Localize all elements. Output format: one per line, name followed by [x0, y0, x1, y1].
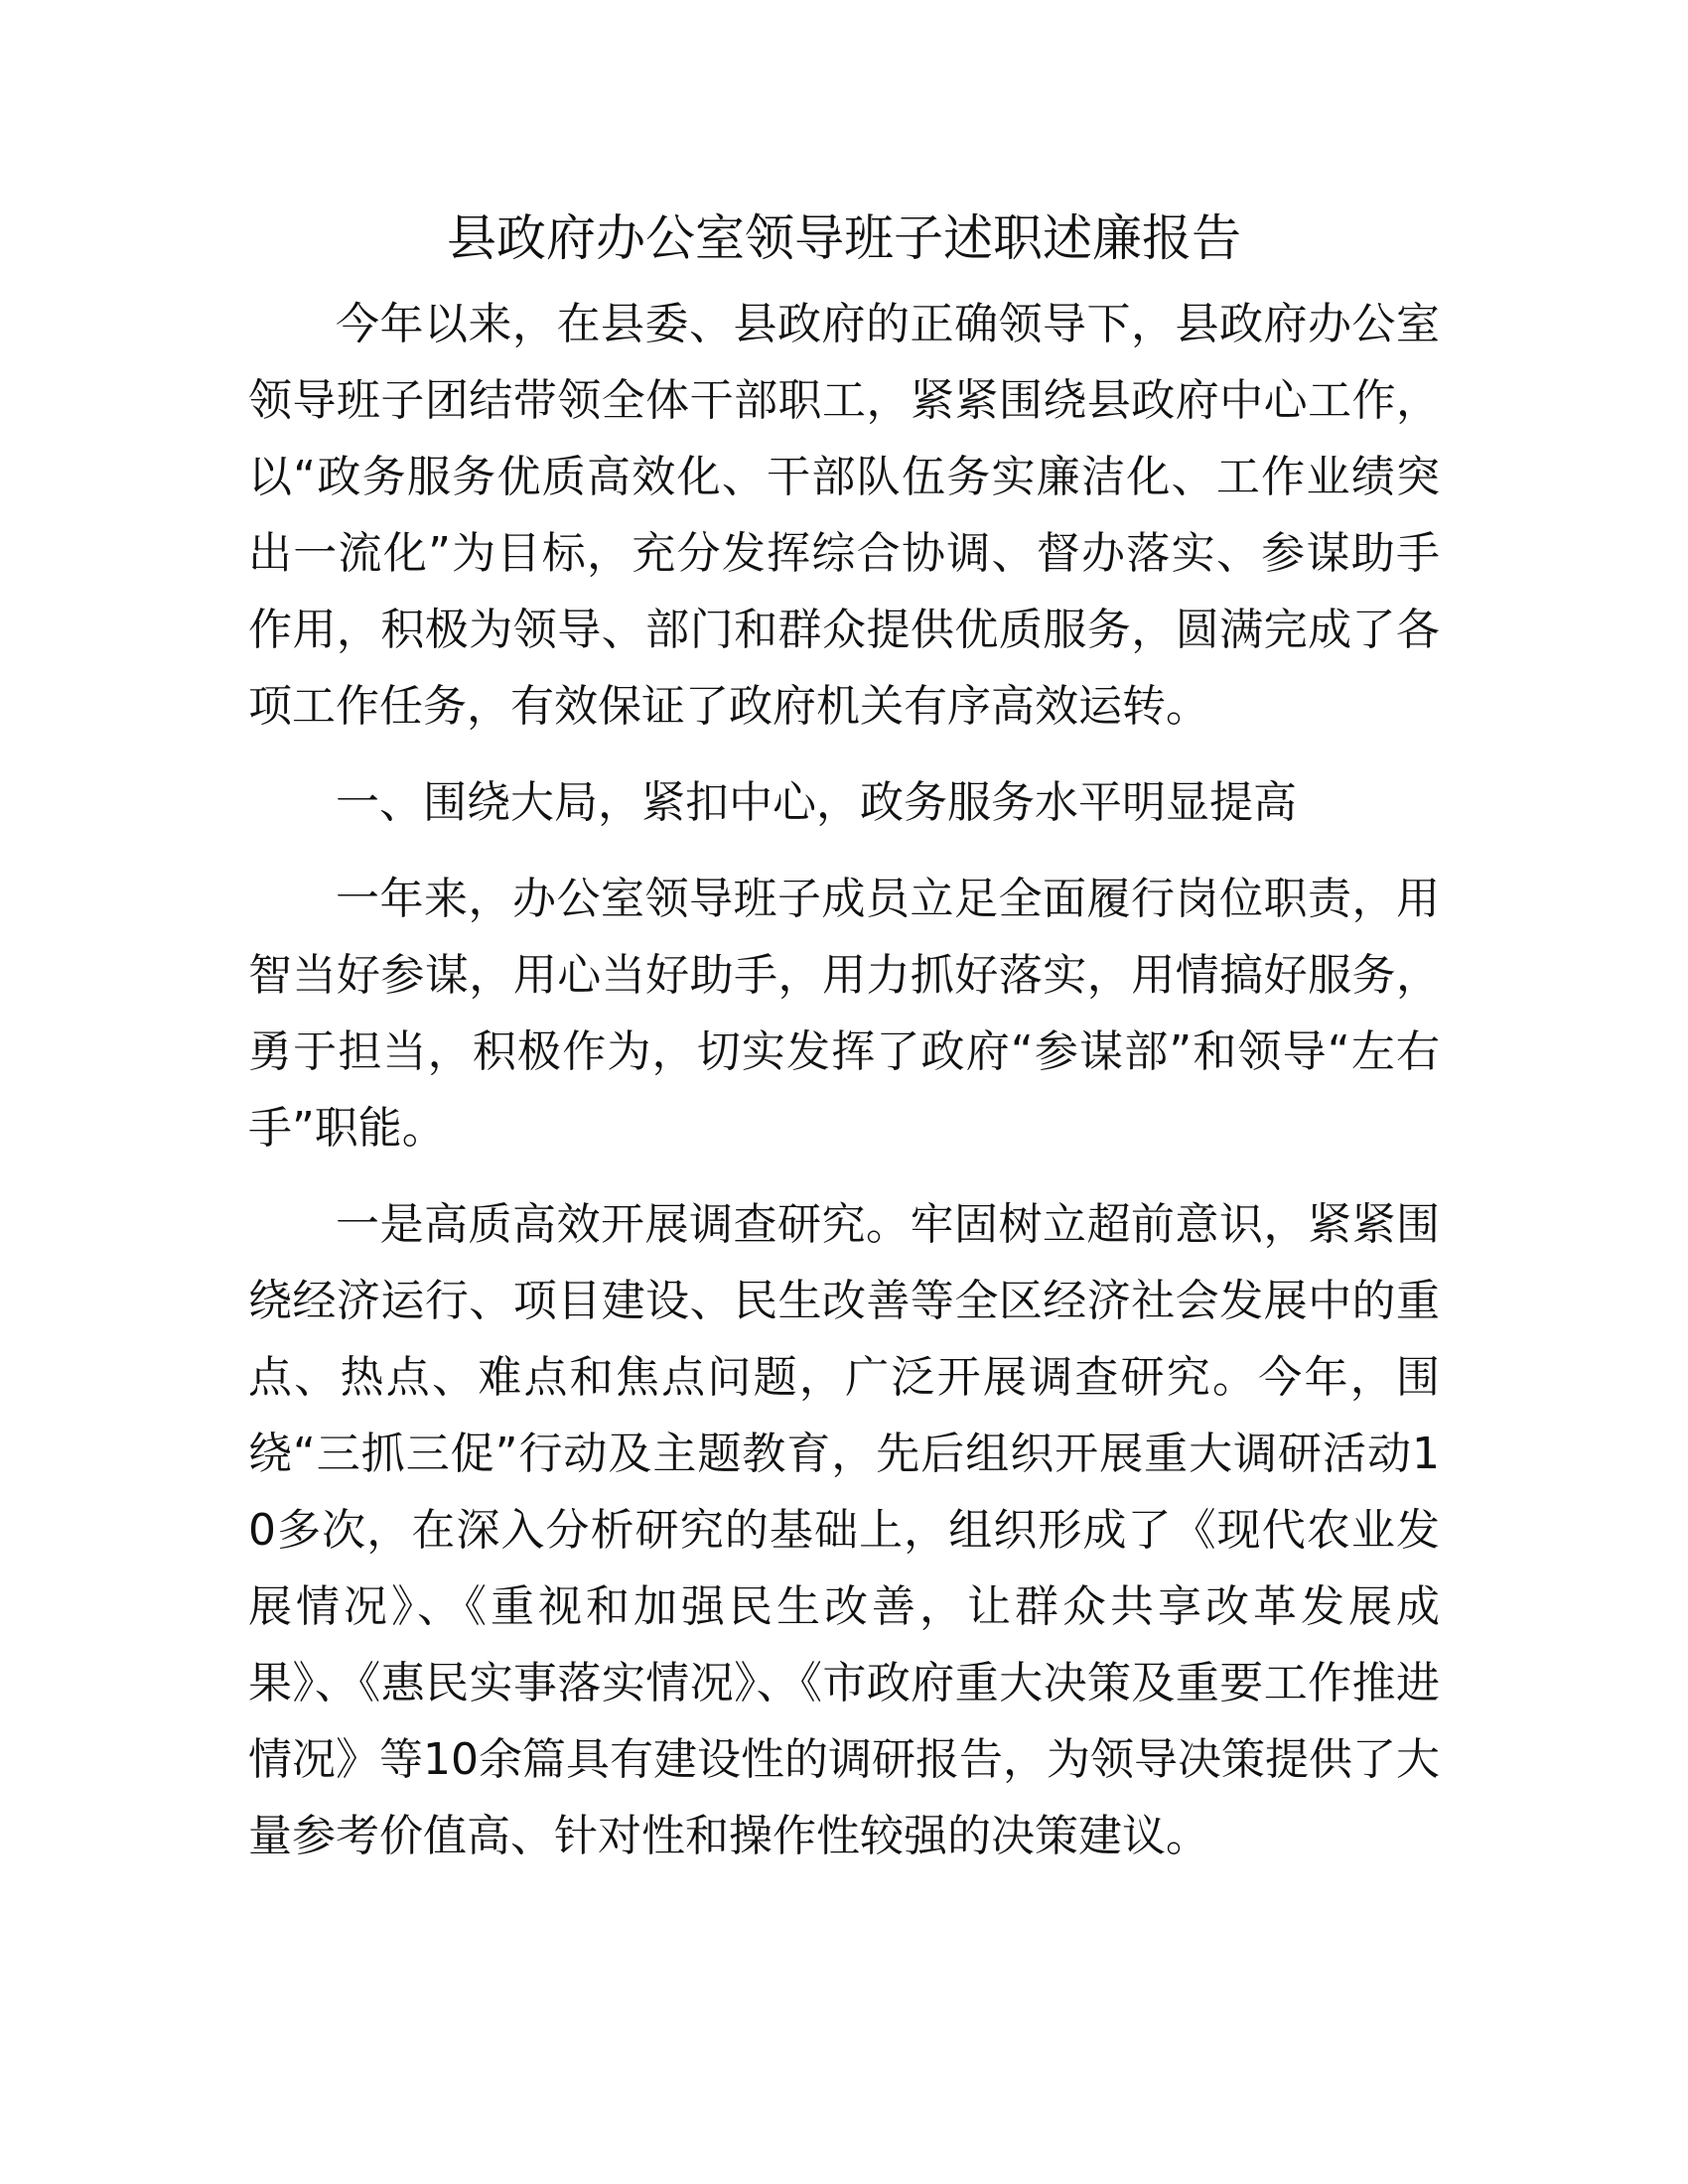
document-page: [248, 199, 1440, 1894]
document-title: 县政府办公室领导班子述职述廉报告: [447, 209, 1241, 267]
paragraph-section-1-summary: 一年来，办公室领导班子成员立足全面履行岗位职责，用智当好参谋，用心当好助手，用力抓好落实，用情搞好服务，勇于担当，积极作为，切实发挥了政府“参谋部”和领导“左右手”职能。: [248, 874, 1440, 1154]
paragraph-intro: 今年以来，在县委、县政府的正确领导下，县政府办公室领导班子团结带领全体干部职工，紧紧围绕县政府中心工作，以“政务服务优质高效化、干部队伍务实廉洁化、工作业绩突出一流化”为目标，充分发挥综合协调、督办落实、参谋助手作用，积极为领导、部门和群众提供优质服务，圆满完成了各项工作任务，有效保证了政府机关有序高效运转。: [248, 299, 1440, 732]
section-heading-1: 一、围绕大局，紧扣中心，政务服务水平明显提高: [336, 777, 1297, 828]
paragraph-research: 一是高质高效开展调查研究。牢固树立超前意识，紧紧围绕经济运行、项目建设、民生改善等全区经济社会发展中的重点、热点、难点和焦点问题，广泛开展调查研究。今年，围绕“三抓三促”行动及主题教育，先后组织开展重大调研活动10多次，在深入分析研究的基础上，组织形成了《现代农业发展情况》、《重视和加强民生改善，让群众共享改革发展成果》、《惠民实事落实情况》、《市政府重大决策及重要工作推进情况》等10余篇具有建设性的调研报告，为领导决策提供了大量参考价值高、针对性和操作性较强的决策建议。: [248, 1199, 1440, 1861]
